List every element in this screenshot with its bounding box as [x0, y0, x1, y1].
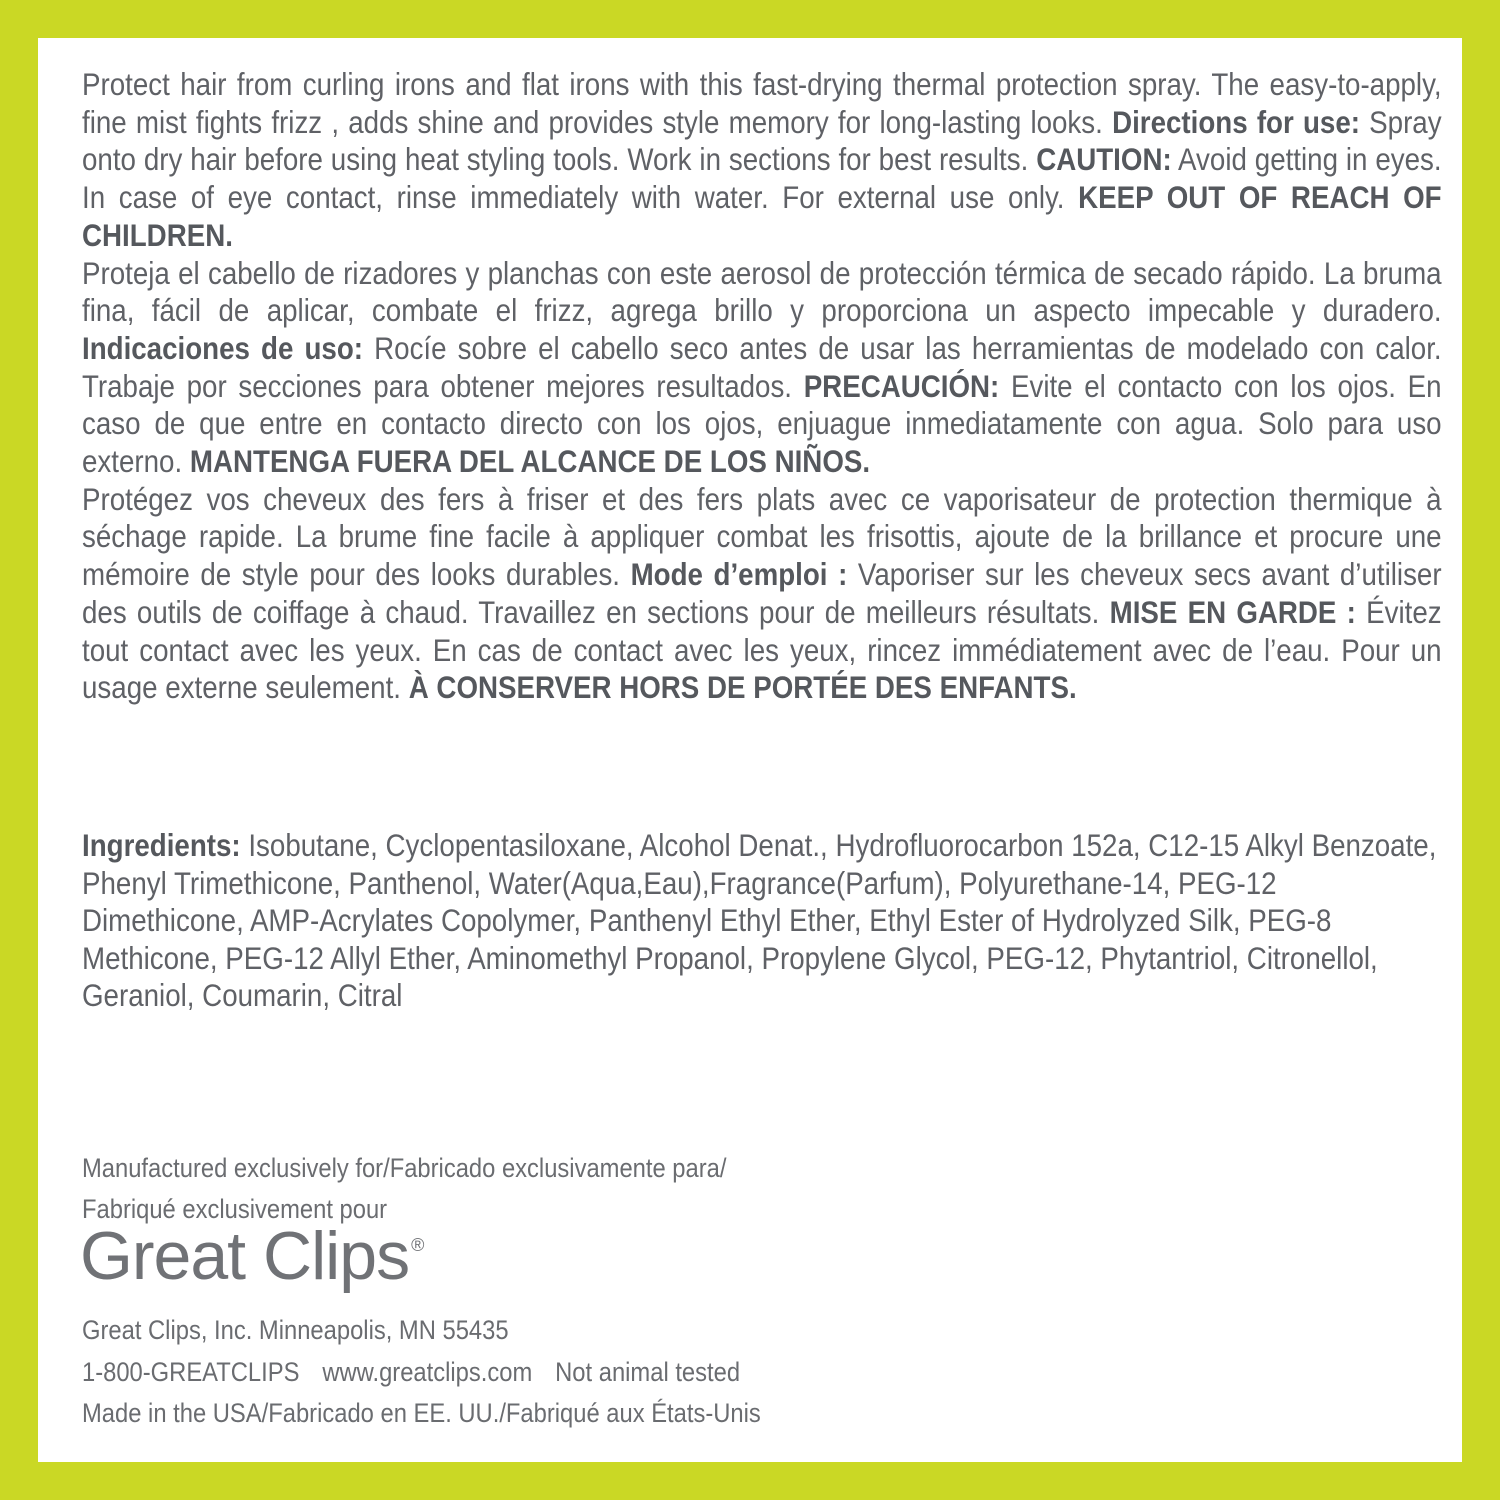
ingredients-label: Ingredients:	[82, 827, 241, 863]
english-directions: Spray onto dry hair before using heat styling tools. Work in sections for best results.	[82, 103, 1442, 178]
contact-row	[82, 1352, 874, 1394]
ingredients-text: Isobutane, Cyclopentasiloxane, Alcohol Denat., Hydrofluorocarbon 152a, C12-15 Alkyl Benzoate, Phenyl Trimethicone, Panthenol, Water(Aqua,Eau),Fragrance(Parfum), Polyurethane-14, PEG-12 Dimethicone, AMP-Acrylates Copolymer, Panthenyl Ethyl Ether, Ethyl Ester of Hydrolyzed Silk, PEG-8 Methicone, PEG-12 Allyl Ether, Aminomethyl Propanol, Propylene Glycol, PEG-12, Phytantriol, Citronellol, Geraniol, Coumarin, Citral	[82, 827, 1437, 1013]
manufactured-for-line2: Fabriqué exclusivement pour	[82, 1194, 388, 1224]
spanish-caution: Evite el contacto con los ojos. En caso de que entre en contacto directo con los ojos, enjuague inmediatamente con agua. Solo para uso externo.	[82, 367, 1442, 480]
spanish-directions-label: Indicaciones de uso:	[82, 329, 364, 366]
english-description: Protect hair from curling irons and flat irons with this fast-drying thermal protection spray. The easy-to-apply, fine mist fights frizz , adds shine and provides style memory for long-lasting looks.	[82, 66, 1442, 140]
ingredients-list	[82, 827, 1442, 1015]
english-directions-label: Directions for use:	[1112, 103, 1360, 140]
manufactured-for-line1: Manufactured exclusively for/Fabricado exclusivamente para/	[82, 1153, 727, 1183]
contact-info	[82, 1310, 874, 1435]
spanish-paragraph	[82, 255, 1442, 481]
english-caution: Avoid getting in eyes. In case of eye contact, rinse immediately with water. For external use only.	[82, 141, 1442, 216]
english-caution-label: CAUTION:	[1036, 141, 1172, 178]
english-paragraph	[82, 66, 1442, 255]
english-keep-out: KEEP OUT OF REACH OF CHILDREN.	[82, 179, 1442, 253]
spanish-caution-label: PRECAUCIÓN:	[803, 367, 1000, 404]
spanish-directions: Rocíe sobre el cabello seco antes de usar las herramientas de modelado con calor. Trabaje por secciones para obtener mejores resultados.	[82, 329, 1442, 404]
phone-number: 1-800-GREATCLIPS	[82, 1356, 300, 1387]
logo-wordmark: Great Clips	[80, 1218, 410, 1294]
french-directions: Vaporiser sur les cheveux secs avant d’utiliser des outils de coiffage à chaud. Travaillez en sections pour de meilleurs résultats.	[82, 556, 1442, 630]
company-address: Great Clips, Inc. Minneapolis, MN 55435	[82, 1315, 509, 1345]
spanish-description: Proteja el cabello de rizadores y planchas con este aerosol de protección térmica de secado rápido. La bruma fina, fácil de aplicar, combate el frizz, agrega brillo y proporciona un aspecto impecable y duradero.	[82, 254, 1442, 329]
website: www.greatclips.com	[322, 1356, 533, 1387]
made-in-usa: Made in the USA/Fabricado en EE. UU./Fabriqué aux États-Unis	[82, 1398, 761, 1428]
french-paragraph	[82, 481, 1442, 707]
french-caution: Évitez tout contact avec les yeux. En cas de contact avec les yeux, rincez immédiatement avec de l’eau. Pour un usage externe seulement.	[82, 593, 1442, 706]
french-caution-label: MISE EN GARDE :	[1109, 593, 1356, 630]
spanish-keep-out: MANTENGA FUERA DEL ALCANCE DE LOS NIÑOS.	[189, 443, 871, 480]
not-animal-tested: Not animal tested	[555, 1356, 741, 1387]
registered-mark: ®	[411, 1235, 424, 1255]
french-directions-label: Mode d’emploi :	[630, 556, 848, 593]
great-clips-logo	[80, 1218, 424, 1294]
label-text-panel	[82, 66, 1442, 707]
french-description: Protégez vos cheveux des fers à friser et des fers plats avec ce vaporisateur de protection thermique à séchage rapide. La brume fine facile à appliquer combat les frisottis, ajoute de la brillance et procure une mémoire de style pour des looks durables.	[82, 480, 1442, 593]
french-keep-out: À CONSERVER HORS DE PORTÉE DES ENFANTS.	[408, 669, 1077, 706]
